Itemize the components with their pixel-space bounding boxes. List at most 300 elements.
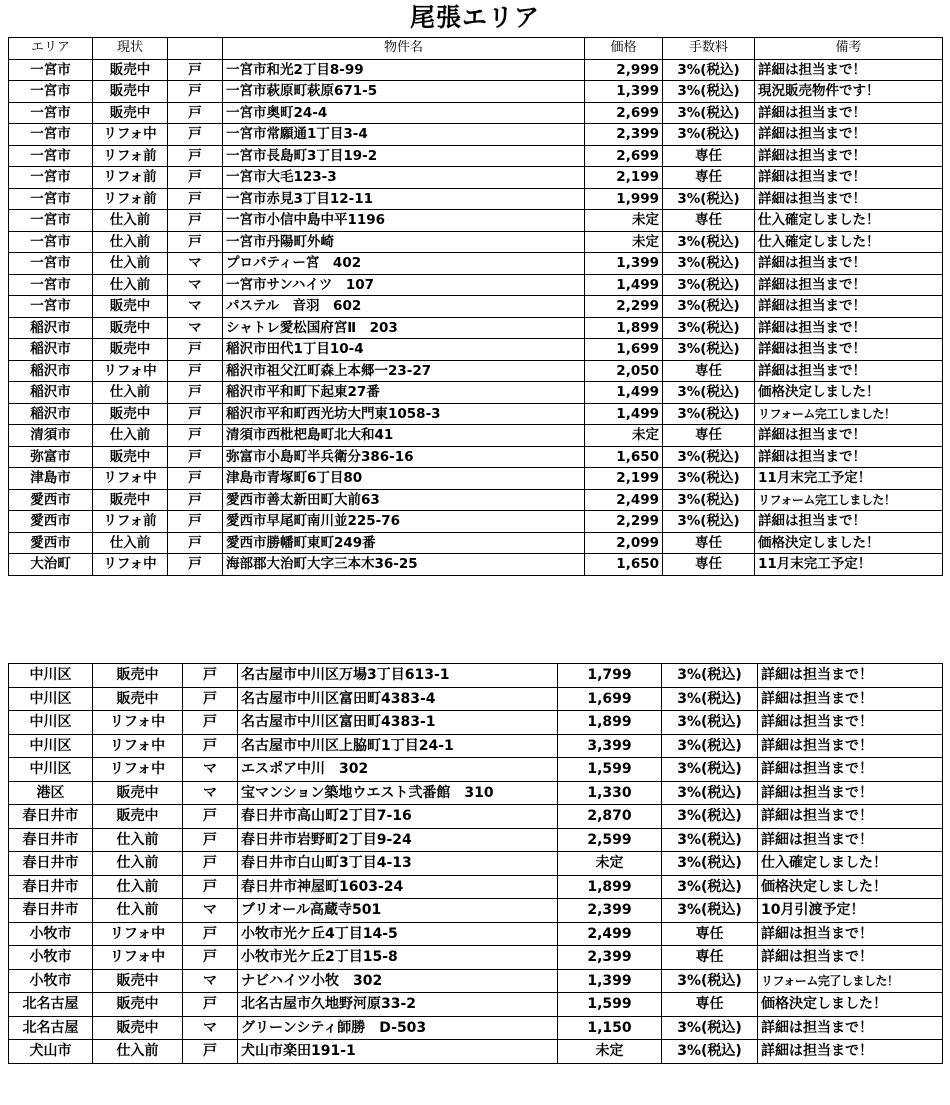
cell-status: 販売中 (93, 969, 183, 993)
cell-property: 春日井市岩野町2丁目9-24 (238, 828, 558, 852)
table-row (9, 253, 943, 275)
table-row (9, 1040, 943, 1064)
cell-type: 戸 (183, 946, 238, 970)
cell-note: 詳細は担当まで！ (755, 167, 943, 189)
cell-status: リフォ中 (93, 554, 168, 576)
cell-property: 一宮市小信中島中平1196 (223, 210, 585, 232)
cell-price: 2,399 (558, 946, 662, 970)
cell-price: 未定 (558, 852, 662, 876)
cell-property: シャトレ愛松国府宮Ⅱ 203 (223, 317, 585, 339)
cell-status: リフォ前 (93, 167, 168, 189)
table-row (9, 210, 943, 232)
cell-type: 戸 (168, 554, 223, 576)
cell-property: 稲沢市田代1丁目10-4 (223, 339, 585, 361)
cell-fee: 3%(税込) (663, 317, 755, 339)
cell-note: 仕入確定しました！ (755, 231, 943, 253)
cell-status: 販売中 (93, 781, 183, 805)
table-row (9, 296, 943, 318)
cell-type: 戸 (168, 489, 223, 511)
cell-note: 11月末完工予定！ (755, 468, 943, 490)
cell-type: 戸 (168, 145, 223, 167)
cell-property: ブリオール高蔵寺501 (238, 899, 558, 923)
cell-status: 販売中 (93, 59, 168, 81)
cell-price: 2,399 (585, 124, 663, 146)
cell-fee: 専任 (662, 993, 758, 1017)
cell-price: 1,499 (585, 403, 663, 425)
table-row (9, 946, 943, 970)
table-row (9, 124, 943, 146)
cell-property: 愛西市早尾町南川並225-76 (223, 511, 585, 533)
cell-type: 戸 (183, 687, 238, 711)
cell-price: 未定 (558, 1040, 662, 1064)
table-row (9, 711, 943, 735)
cell-fee: 3%(税込) (662, 875, 758, 899)
table-row (9, 875, 943, 899)
cell-type: マ (183, 758, 238, 782)
table-row (9, 922, 943, 946)
cell-area: 一宮市 (9, 296, 93, 318)
cell-fee: 3%(税込) (662, 1016, 758, 1040)
table-row (9, 554, 943, 576)
cell-area: 中川区 (9, 687, 93, 711)
cell-note: 詳細は担当まで！ (758, 734, 943, 758)
cell-status: リフォ中 (93, 946, 183, 970)
cell-area: 春日井市 (9, 805, 93, 829)
cell-property: 愛西市勝幡町東町249番 (223, 532, 585, 554)
cell-fee: 3%(税込) (663, 102, 755, 124)
table-row (9, 758, 943, 782)
cell-price: 2,099 (585, 532, 663, 554)
cell-status: リフォ中 (93, 734, 183, 758)
cell-price: 1,799 (558, 664, 662, 688)
cell-note: 詳細は担当まで！ (755, 446, 943, 468)
cell-note: 仕入確定しました！ (755, 210, 943, 232)
cell-fee: 3%(税込) (663, 339, 755, 361)
cell-property: 愛西市善太新田町大前63 (223, 489, 585, 511)
cell-note: 詳細は担当まで！ (755, 339, 943, 361)
cell-fee: 専任 (662, 922, 758, 946)
cell-area: 稲沢市 (9, 403, 93, 425)
cell-area: 愛西市 (9, 489, 93, 511)
cell-type: 戸 (168, 59, 223, 81)
cell-note: リフォーム完工しました！ (755, 403, 943, 425)
table-row (9, 102, 943, 124)
cell-price: 1,899 (558, 711, 662, 735)
cell-area: 愛西市 (9, 511, 93, 533)
cell-note: 詳細は担当まで！ (755, 274, 943, 296)
cell-price: 1,399 (585, 81, 663, 103)
cell-area: 一宮市 (9, 59, 93, 81)
cell-property: 弥富市小島町半兵衛分386-16 (223, 446, 585, 468)
page-title: 尾張エリア (409, 3, 540, 32)
cell-price: 未定 (585, 425, 663, 447)
cell-price: 1,699 (585, 339, 663, 361)
cell-price: 1,999 (585, 188, 663, 210)
cell-type: マ (168, 253, 223, 275)
cell-area: 中川区 (9, 664, 93, 688)
cell-area: 春日井市 (9, 875, 93, 899)
table-row (9, 489, 943, 511)
cell-note: 詳細は担当まで！ (755, 59, 943, 81)
cell-price: 1,399 (558, 969, 662, 993)
cell-status: 販売中 (93, 687, 183, 711)
cell-note: リフォーム完工しました！ (755, 489, 943, 511)
cell-note: 詳細は担当まで！ (758, 922, 943, 946)
table-row (9, 382, 943, 404)
cell-property: 津島市青塚町6丁目80 (223, 468, 585, 490)
cell-property: 春日井市神屋町1603-24 (238, 875, 558, 899)
cell-status: 販売中 (93, 317, 168, 339)
cell-type: 戸 (168, 188, 223, 210)
cell-type: 戸 (168, 403, 223, 425)
cell-note: 11月末完工予定！ (755, 554, 943, 576)
table-row (9, 734, 943, 758)
table-row (9, 993, 943, 1017)
cell-property: 名古屋市中川区富田町4383-4 (238, 687, 558, 711)
cell-status: 仕入前 (93, 425, 168, 447)
cell-note: 価格決定しました！ (755, 532, 943, 554)
cell-fee: 3%(税込) (662, 664, 758, 688)
cell-property: プロパティー宮 402 (223, 253, 585, 275)
cell-property: 一宮市奥町24-4 (223, 102, 585, 124)
cell-price: 2,050 (585, 360, 663, 382)
cell-status: 仕入前 (93, 210, 168, 232)
cell-price: 2,299 (585, 511, 663, 533)
cell-fee: 3%(税込) (663, 382, 755, 404)
cell-property: 北名古屋市久地野河原33-2 (238, 993, 558, 1017)
cell-property: 清須市西枇杷島町北大和41 (223, 425, 585, 447)
cell-area: 一宮市 (9, 188, 93, 210)
cell-price: 未定 (585, 231, 663, 253)
cell-fee: 専任 (663, 554, 755, 576)
cell-note: 詳細は担当まで！ (758, 781, 943, 805)
cell-area: 一宮市 (9, 231, 93, 253)
cell-price: 1,330 (558, 781, 662, 805)
cell-property: 一宮市和光2丁目8-99 (223, 59, 585, 81)
cell-type: 戸 (168, 532, 223, 554)
table-row (9, 81, 943, 103)
table-row (9, 360, 943, 382)
cell-note: 詳細は担当まで！ (758, 711, 943, 735)
table-row (9, 805, 943, 829)
cell-area: 北名古屋 (9, 1016, 93, 1040)
cell-price: 2,870 (558, 805, 662, 829)
cell-status: 販売中 (93, 664, 183, 688)
cell-property: パステル 音羽 602 (223, 296, 585, 318)
cell-note: 詳細は担当まで！ (755, 253, 943, 275)
cell-property: 春日井市白山町3丁目4-13 (238, 852, 558, 876)
cell-area: 港区 (9, 781, 93, 805)
cell-status: リフォ前 (93, 511, 168, 533)
cell-fee: 3%(税込) (662, 1040, 758, 1064)
cell-status: 販売中 (93, 102, 168, 124)
table-row (9, 274, 943, 296)
cell-type: 戸 (183, 922, 238, 946)
cell-status: 販売中 (93, 296, 168, 318)
cell-fee: 3%(税込) (662, 687, 758, 711)
cell-type: 戸 (183, 1040, 238, 1064)
table-row (9, 664, 943, 688)
cell-property: 小牧市光ケ丘4丁目14-5 (238, 922, 558, 946)
cell-type: 戸 (183, 852, 238, 876)
cell-price: 1,150 (558, 1016, 662, 1040)
cell-type: 戸 (168, 102, 223, 124)
cell-area: 弥富市 (9, 446, 93, 468)
cell-fee: 専任 (663, 145, 755, 167)
table-row (9, 969, 943, 993)
cell-property: 名古屋市中川区万場3丁目613-1 (238, 664, 558, 688)
table-row (9, 468, 943, 490)
cell-status: 仕入前 (93, 274, 168, 296)
cell-property: 名古屋市中川区富田町4383-1 (238, 711, 558, 735)
cell-fee: 3%(税込) (663, 403, 755, 425)
cell-area: 一宮市 (9, 124, 93, 146)
cell-type: 戸 (168, 511, 223, 533)
cell-property: グリーンシティ師勝 D-503 (238, 1016, 558, 1040)
cell-note: 詳細は担当まで！ (758, 1040, 943, 1064)
cell-status: 仕入前 (93, 382, 168, 404)
cell-type: 戸 (168, 210, 223, 232)
cell-status: 販売中 (93, 993, 183, 1017)
cell-note: 価格決定しました！ (758, 875, 943, 899)
cell-status: 仕入前 (93, 1040, 183, 1064)
cell-note: 10月引渡予定！ (758, 899, 943, 923)
cell-note: 詳細は担当まで！ (758, 805, 943, 829)
cell-status: リフォ前 (93, 188, 168, 210)
cell-price: 1,499 (585, 382, 663, 404)
cell-fee: 3%(税込) (662, 852, 758, 876)
cell-type: マ (168, 296, 223, 318)
cell-fee: 3%(税込) (663, 59, 755, 81)
cell-area: 中川区 (9, 711, 93, 735)
cell-fee: 3%(税込) (662, 828, 758, 852)
cell-note: 詳細は担当まで！ (755, 124, 943, 146)
cell-price: 2,199 (585, 167, 663, 189)
table-row (9, 1016, 943, 1040)
cell-property: 名古屋市中川区上脇町1丁目24-1 (238, 734, 558, 758)
header-status: 現状 (93, 38, 168, 60)
table-row (9, 828, 943, 852)
cell-type: マ (183, 781, 238, 805)
cell-fee: 3%(税込) (662, 805, 758, 829)
cell-property: 宝マンション築地ウエスト弐番館 310 (238, 781, 558, 805)
cell-type: マ (183, 899, 238, 923)
cell-status: 仕入前 (93, 253, 168, 275)
cell-property: 一宮市サンハイツ 107 (223, 274, 585, 296)
cell-area: 津島市 (9, 468, 93, 490)
cell-price: 1,499 (585, 274, 663, 296)
cell-type: 戸 (168, 468, 223, 490)
cell-type: 戸 (183, 711, 238, 735)
cell-price: 2,499 (558, 922, 662, 946)
cell-fee: 3%(税込) (662, 969, 758, 993)
cell-fee: 専任 (663, 167, 755, 189)
table-row (9, 317, 943, 339)
cell-note: 詳細は担当まで！ (758, 828, 943, 852)
cell-price: 2,599 (558, 828, 662, 852)
cell-fee: 3%(税込) (662, 734, 758, 758)
cell-note: 詳細は担当まで！ (755, 145, 943, 167)
table-row (9, 403, 943, 425)
cell-status: 仕入前 (93, 899, 183, 923)
cell-type: 戸 (168, 124, 223, 146)
cell-type: 戸 (168, 231, 223, 253)
cell-price: 2,699 (585, 102, 663, 124)
cell-area: 愛西市 (9, 532, 93, 554)
cell-fee: 3%(税込) (662, 758, 758, 782)
cell-note: 価格決定しました！ (758, 993, 943, 1017)
cell-property: 春日井市高山町2丁目7-16 (238, 805, 558, 829)
cell-property: 犬山市楽田191-1 (238, 1040, 558, 1064)
cell-area: 清須市 (9, 425, 93, 447)
cell-area: 一宮市 (9, 274, 93, 296)
cell-area: 中川区 (9, 758, 93, 782)
cell-type: 戸 (183, 805, 238, 829)
cell-property: ナビハイツ小牧 302 (238, 969, 558, 993)
cell-area: 春日井市 (9, 828, 93, 852)
cell-note: 詳細は担当まで！ (755, 511, 943, 533)
cell-price: 1,599 (558, 993, 662, 1017)
cell-status: 仕入前 (93, 875, 183, 899)
table-row (9, 167, 943, 189)
cell-note: 現況販売物件です！ (755, 81, 943, 103)
cell-area: 小牧市 (9, 922, 93, 946)
cell-price: 1,899 (558, 875, 662, 899)
cell-area: 一宮市 (9, 81, 93, 103)
cell-note: 詳細は担当まで！ (755, 296, 943, 318)
cell-area: 犬山市 (9, 1040, 93, 1064)
cell-property: 一宮市丹陽町外崎 (223, 231, 585, 253)
cell-fee: 3%(税込) (662, 781, 758, 805)
cell-property: 稲沢市平和町西光坊大門東1058-3 (223, 403, 585, 425)
cell-price: 3,399 (558, 734, 662, 758)
cell-status: 仕入前 (93, 852, 183, 876)
table-row (9, 59, 943, 81)
cell-fee: 専任 (663, 360, 755, 382)
cell-note: リフォーム完了しました！ (758, 969, 943, 993)
cell-price: 2,399 (558, 899, 662, 923)
cell-price: 2,699 (585, 145, 663, 167)
cell-note: 詳細は担当まで！ (758, 664, 943, 688)
cell-area: 小牧市 (9, 946, 93, 970)
cell-fee: 専任 (662, 946, 758, 970)
table-row (9, 231, 943, 253)
cell-status: 販売中 (93, 403, 168, 425)
cell-price: 1,399 (585, 253, 663, 275)
cell-property: 一宮市常願通1丁目3-4 (223, 124, 585, 146)
property-table-bottom (8, 663, 943, 1064)
cell-status: 仕入前 (93, 532, 168, 554)
cell-status: 販売中 (93, 339, 168, 361)
cell-type: 戸 (168, 339, 223, 361)
header-note: 備考 (755, 38, 943, 60)
table-row (9, 425, 943, 447)
cell-price: 1,650 (585, 446, 663, 468)
cell-fee: 3%(税込) (663, 81, 755, 103)
cell-status: リフォ中 (93, 922, 183, 946)
cell-area: 小牧市 (9, 969, 93, 993)
cell-property: 稲沢市祖父江町森上本郷一23-27 (223, 360, 585, 382)
cell-status: 販売中 (93, 1016, 183, 1040)
property-table-top (8, 37, 943, 576)
table-row (9, 532, 943, 554)
cell-fee: 3%(税込) (663, 253, 755, 275)
cell-status: リフォ中 (93, 468, 168, 490)
cell-area: 北名古屋 (9, 993, 93, 1017)
cell-property: 一宮市赤見3丁目12-11 (223, 188, 585, 210)
cell-fee: 3%(税込) (663, 511, 755, 533)
cell-area: 中川区 (9, 734, 93, 758)
cell-status: 販売中 (93, 446, 168, 468)
cell-type: 戸 (168, 382, 223, 404)
cell-type: 戸 (168, 360, 223, 382)
cell-price: 1,699 (558, 687, 662, 711)
cell-note: 価格決定しました！ (755, 382, 943, 404)
header-property: 物件名 (223, 38, 585, 60)
cell-price: 2,999 (585, 59, 663, 81)
cell-price: 1,899 (585, 317, 663, 339)
cell-area: 稲沢市 (9, 360, 93, 382)
header-price: 価格 (585, 38, 663, 60)
table-row (9, 145, 943, 167)
header-type (168, 38, 223, 60)
cell-type: 戸 (183, 875, 238, 899)
cell-area: 一宮市 (9, 145, 93, 167)
cell-area: 稲沢市 (9, 317, 93, 339)
cell-status: リフォ中 (93, 360, 168, 382)
cell-type: マ (168, 274, 223, 296)
cell-property: 一宮市大毛123-3 (223, 167, 585, 189)
cell-area: 一宮市 (9, 253, 93, 275)
table-row (9, 188, 943, 210)
cell-type: 戸 (168, 167, 223, 189)
cell-type: 戸 (183, 664, 238, 688)
cell-note: 詳細は担当まで！ (758, 946, 943, 970)
cell-fee: 専任 (663, 425, 755, 447)
cell-fee: 専任 (663, 532, 755, 554)
cell-status: リフォ中 (93, 758, 183, 782)
header-row (9, 38, 943, 60)
cell-price: 2,499 (585, 489, 663, 511)
table-row (9, 339, 943, 361)
cell-type: マ (183, 1016, 238, 1040)
cell-fee: 3%(税込) (663, 468, 755, 490)
cell-fee: 3%(税込) (663, 489, 755, 511)
cell-note: 詳細は担当まで！ (755, 188, 943, 210)
cell-property: 海部郡大治町大字三本木36-25 (223, 554, 585, 576)
table-row (9, 899, 943, 923)
cell-area: 春日井市 (9, 852, 93, 876)
cell-area: 春日井市 (9, 899, 93, 923)
cell-status: 販売中 (93, 489, 168, 511)
cell-note: 仕入確定しました！ (758, 852, 943, 876)
header-area: エリア (9, 38, 93, 60)
cell-status: 仕入前 (93, 231, 168, 253)
cell-price: 2,199 (585, 468, 663, 490)
cell-area: 稲沢市 (9, 382, 93, 404)
cell-property: 小牧市光ケ丘2丁目15-8 (238, 946, 558, 970)
table-row (9, 852, 943, 876)
cell-price: 2,299 (585, 296, 663, 318)
cell-fee: 専任 (663, 210, 755, 232)
cell-fee: 3%(税込) (662, 711, 758, 735)
cell-status: リフォ中 (93, 124, 168, 146)
cell-area: 一宮市 (9, 102, 93, 124)
table-row (9, 446, 943, 468)
cell-fee: 3%(税込) (663, 296, 755, 318)
cell-type: マ (168, 317, 223, 339)
cell-property: 一宮市長島町3丁目19-2 (223, 145, 585, 167)
